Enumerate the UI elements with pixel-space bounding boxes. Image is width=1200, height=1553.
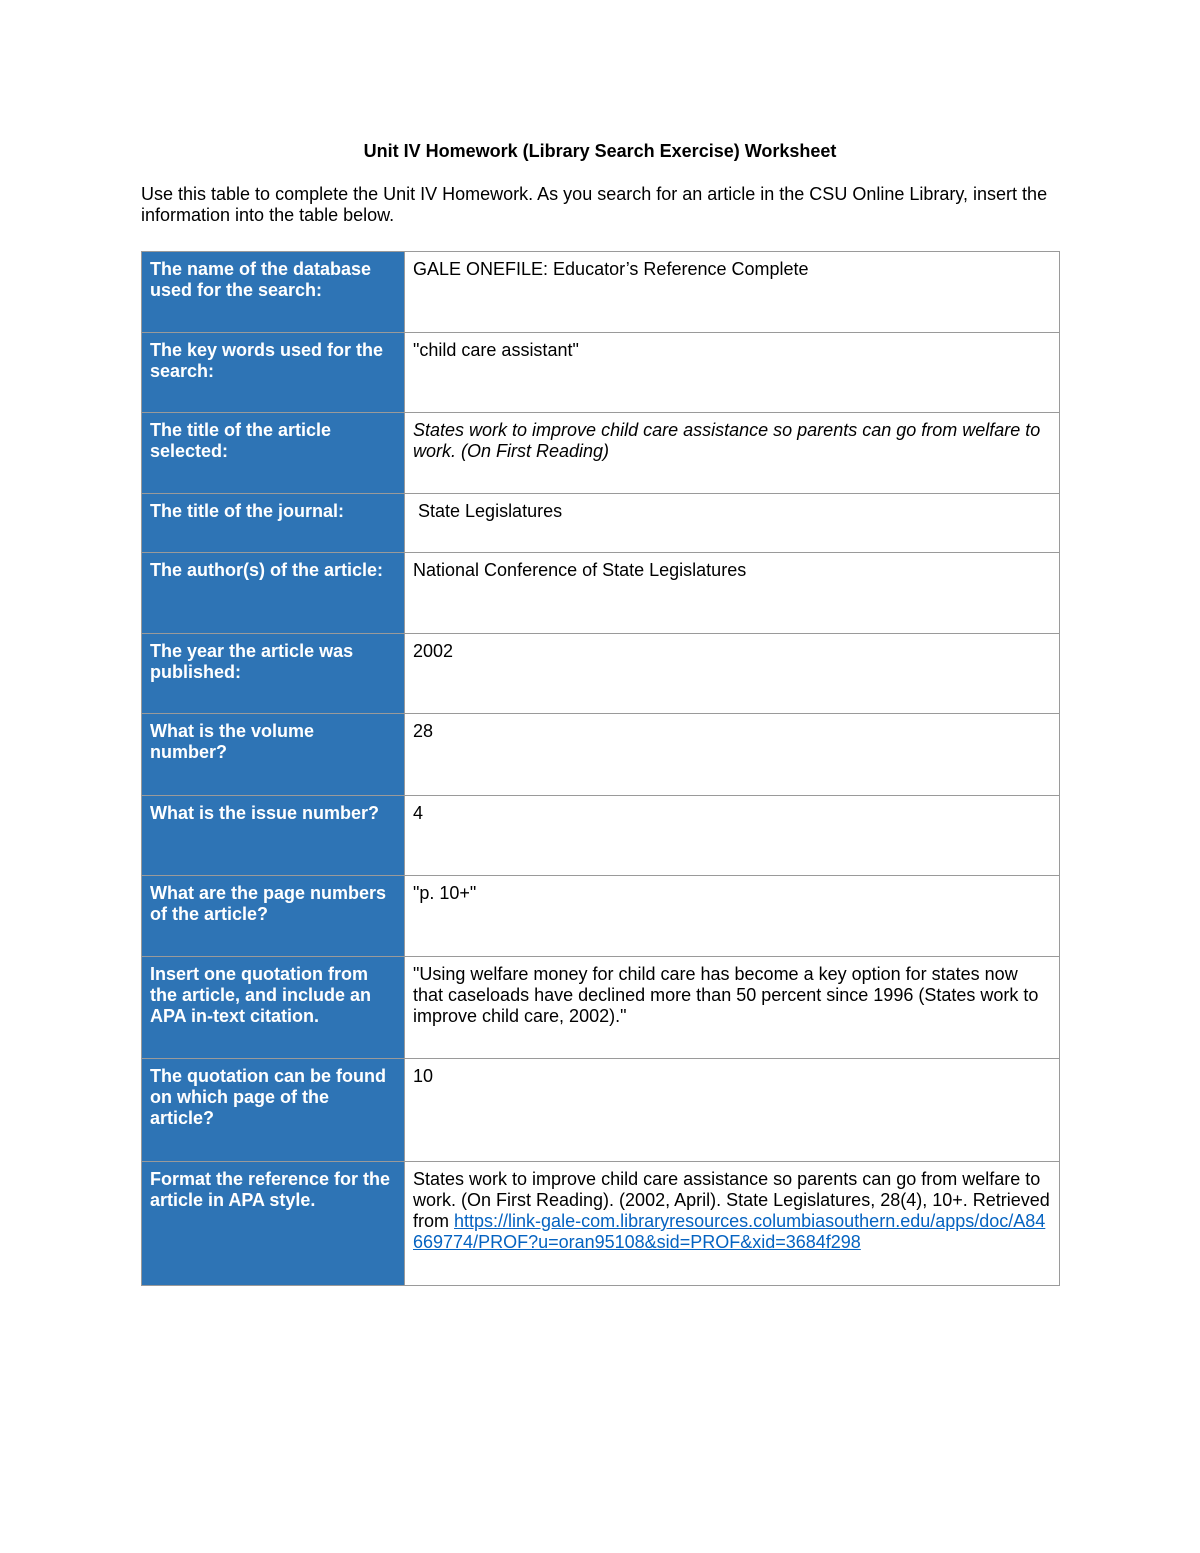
row-value: 28 (405, 714, 1060, 796)
table-row (142, 957, 1060, 1059)
apa-reference-text: States work to improve child care assistance so parents can go from welfare to work. (On First Reading). (2002, April). State Legislatures, 28(4), 10+. Retrieved from (413, 1169, 1050, 1231)
table-row (142, 553, 1060, 634)
row-value: GALE ONEFILE: Educator’s Reference Complete (405, 252, 1060, 333)
page-title: Unit IV Homework (Library Search Exercise) Worksheet (363, 141, 837, 161)
row-label: Format the reference for the article in APA style. (142, 1162, 405, 1286)
reference-link[interactable]: https://link-gale-com.libraryresources.columbiasouthern.edu/apps/doc/A84669774/PROF?u=oran95108&sid=PROF&xid=3684f298 (413, 1211, 1046, 1252)
row-value: States work to improve child care assistance so parents can go from welfare to work. (On First Reading) (405, 413, 1060, 494)
row-label: What is the issue number? (142, 796, 405, 876)
row-value: 10 (405, 1059, 1060, 1162)
table-row (142, 413, 1060, 494)
row-label: The title of the article selected: (142, 413, 405, 494)
row-value: National Conference of State Legislatures (405, 553, 1060, 634)
table-row (142, 1059, 1060, 1162)
table-row (142, 333, 1060, 413)
table-row (142, 252, 1060, 333)
row-label: What are the page numbers of the article? (142, 876, 405, 957)
row-value: "Using welfare money for child care has become a key option for states now that caseloads have declined more than 50 percent since 1996 (States work to improve child care, 2002)." (405, 957, 1060, 1059)
row-label: The key words used for the search: (142, 333, 405, 413)
row-label: The quotation can be found on which page of the article? (142, 1059, 405, 1162)
row-label: The author(s) of the article: (142, 553, 405, 634)
row-value: "p. 10+" (405, 876, 1060, 957)
row-label: The name of the database used for the search: (142, 252, 405, 333)
table-row (142, 494, 1060, 553)
row-value: State Legislatures (405, 494, 1060, 553)
table-row (142, 796, 1060, 876)
row-value: 2002 (405, 634, 1060, 714)
table-row (142, 714, 1060, 796)
table-row (142, 634, 1060, 714)
row-value: 4 (405, 796, 1060, 876)
table-row (142, 1162, 1060, 1286)
row-label: The title of the journal: (142, 494, 405, 553)
table-row (142, 876, 1060, 957)
row-label: Insert one quotation from the article, and include an APA in-text citation. (142, 957, 405, 1059)
row-value: "child care assistant" (405, 333, 1060, 413)
row-label: The year the article was published: (142, 634, 405, 714)
intro-text: Use this table to complete the Unit IV Homework. As you search for an article in the CSU Online Library, insert the information into the table below. (141, 184, 1048, 225)
worksheet-table (141, 251, 1060, 1286)
apa-reference (405, 1162, 1060, 1286)
row-label: What is the volume number? (142, 714, 405, 796)
